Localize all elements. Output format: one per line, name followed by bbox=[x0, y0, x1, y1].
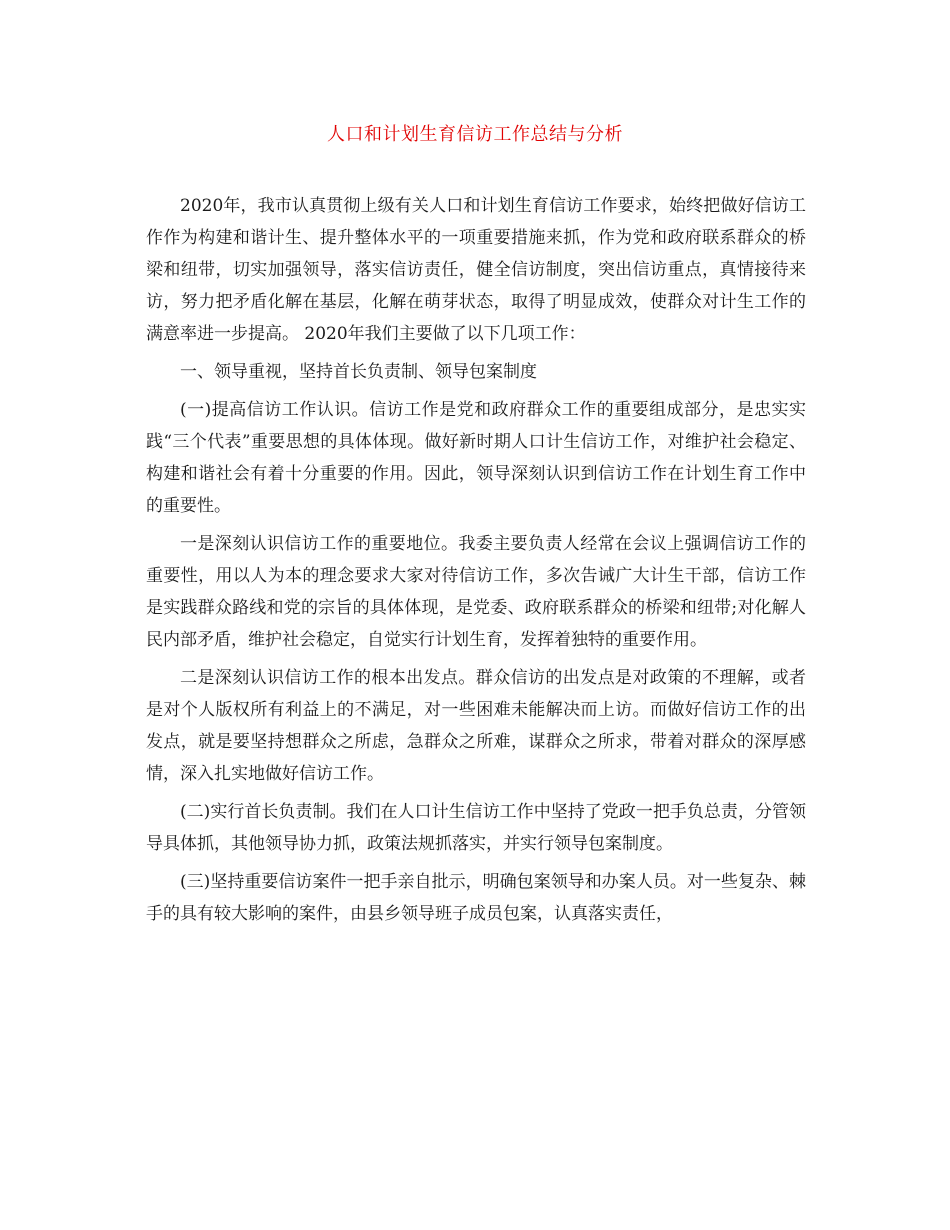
section-heading-1: 一、领导重视，坚持首长负责制、领导包案制度 bbox=[180, 362, 537, 382]
paragraph-1-2: (二)实行首长负责制。我们在人口计生信访工作中坚持了党政一把手负总责，分管领导具体抓，其他领导协力抓，政策法规抓落实，并实行领导包案制度。 bbox=[146, 802, 806, 854]
paragraph-intro: 2020年，我市认真贯彻上级有关人口和计划生育信访工作要求，始终把做好信访工作作为构建和谐计生、提升整体水平的一项重要措施来抓，作为党和政府联系群众的桥梁和纽带，切实加强领导，落实信访责任，健全信访制度，突出信访重点，真情接待来访，努力把矛盾化解在基层，化解在萌芽状态，取得了明显成效，使群众对计生工作的满意率进一步提高。 2020年我们主要做了以下几项工作： bbox=[146, 196, 806, 344]
document-title: 人口和计划生育信访工作总结与分析 bbox=[327, 124, 623, 145]
paragraph-1-3: (三)坚持重要信访案件一把手亲自批示，明确包案领导和办案人员。对一些复杂、棘手的具有较大影响的案件，由县乡领导班子成员包案，认真落实责任， bbox=[146, 872, 806, 924]
document-body bbox=[146, 190, 806, 936]
paragraph-point-2: 二是深刻认识信访工作的根本出发点。群众信访的出发点是对政策的不理解，或者是对个人版权所有利益上的不满足，对一些困难未能解决而上访。而做好信访工作的出发点，就是要坚持想群众之所虑，急群众之所难，谋群众之所求，带着对群众的深厚感情，深入扎实地做好信访工作。 bbox=[146, 668, 806, 784]
paragraph-point-1: 一是深刻认识信访工作的重要地位。我委主要负责人经常在会议上强调信访工作的重要性，用以人为本的理念要求大家对待信访工作，多次告诫广大计生干部，信访工作是实践群众路线和党的宗旨的具体体现，是党委、政府联系群众的桥梁和纽带;对化解人民内部矛盾，维护社会稳定，自觉实行计划生育，发挥着独特的重要作用。 bbox=[146, 534, 806, 650]
paragraph-1-1: (一)提高信访工作认识。信访工作是党和政府群众工作的重要组成部分，是忠实实践“三个代表”重要思想的具体体现。做好新时期人口计生信访工作，对维护社会稳定、构建和谐社会有着十分重要的作用。因此，领导深刻认识到信访工作在计划生育工作中的重要性。 bbox=[146, 400, 806, 516]
